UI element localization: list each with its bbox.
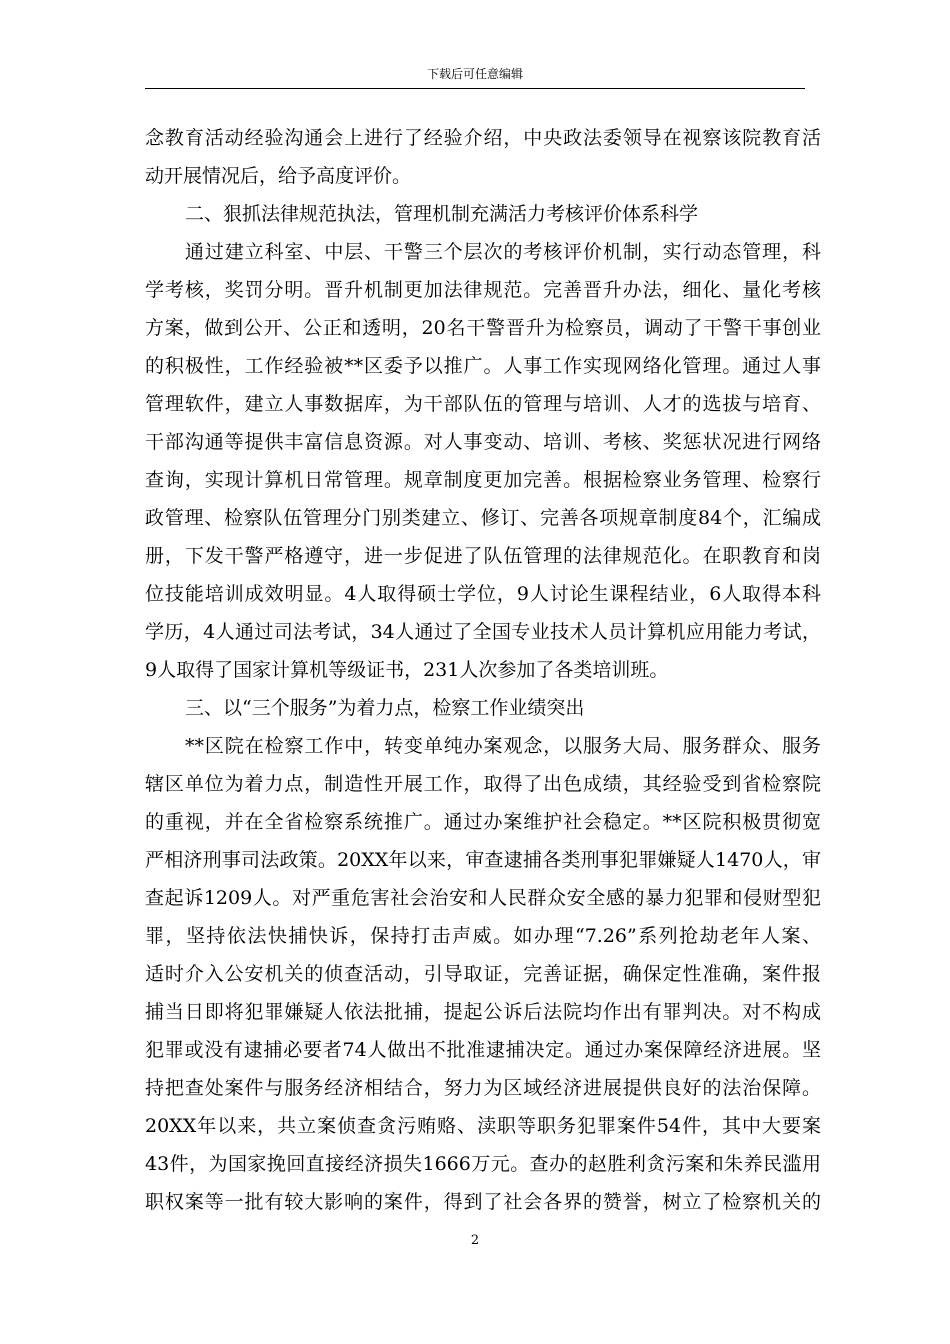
body-line: 方案，做到公开、公正和透明，20名干警晋升为检察员，调动了干警干事创业 [145,317,821,339]
body-line: 查起诉1209人。对严重危害社会治安和人民群众安全感的暴力犯罪和侵财型犯 [145,887,821,909]
body-line: 管理软件，建立人事数据库，为干部队伍的管理与培训、人才的选拔与培育、 [145,393,821,415]
body-line: 严相济刑事司法政策。20XX年以来，审查逮捕各类刑事犯罪嫌疑人1470人，审 [145,849,821,871]
body-line: 9人取得了国家计算机等级证书，231人次参加了各类培训班。 [145,659,669,681]
body-line: 适时介入公安机关的侦查活动，引导取证，完善证据，确保定性准确，案件报 [145,963,821,985]
body-line: 干部沟通等提供丰富信息资源。对人事变动、培训、考核、奖惩状况进行网络 [145,431,821,453]
section-heading: 三、以“三个服务”为着力点，检察工作业绩突出 [185,697,585,719]
body-line: 动开展情况后，给予高度评价。 [145,165,412,187]
body-line: **区院在检察工作中，转变单纯办案观念，以服务大局、服务群众、服务 [185,735,821,757]
body-line: 罪，坚持依法快捕快诉，保持打击声威。如办理“7.26”系列抢劫老年人案、 [145,925,821,947]
body-line: 查询，实现计算机日常管理。规章制度更加完善。根据检察业务管理、检察行 [145,469,821,491]
body-line: 政管理、检察队伍管理分门别类建立、修订、完善各项规章制度84个，汇编成 [145,507,821,529]
header-divider [145,88,805,89]
section-heading: 二、狠抓法律规范执法，管理机制充满活力考核评价体系科学 [185,203,699,225]
body-line: 学历，4人通过司法考试，34人通过了全国专业技术人员计算机应用能力考试， [145,621,821,643]
body-line: 念教育活动经验沟通会上进行了经验介绍，中央政法委领导在视察该院教育活 [145,127,821,149]
body-line: 20XX年以来，共立案侦查贪污贿赂、渎职等职务犯罪案件54件，其中大要案 [145,1115,821,1137]
body-line: 的积极性，工作经验被**区委予以推广。人事工作实现网络化管理。通过人事 [145,355,821,377]
body-line: 通过建立科室、中层、干警三个层次的考核评价机制，实行动态管理，科 [185,241,821,263]
body-line: 43件，为国家挽回直接经济损失1666万元。查办的赵胜利贪污案和朱养民滥用 [145,1153,821,1175]
page-header: 下载后可任意编辑 [426,67,523,81]
body-line: 学考核，奖罚分明。晋升机制更加法律规范。完善晋升办法，细化、量化考核 [145,279,821,301]
body-line: 持把查处案件与服务经济相结合，努力为区域经济进展提供良好的法治保障。 [145,1077,821,1099]
body-line: 位技能培训成效明显。4人取得硕士学位，9人讨论生课程结业，6人取得本科 [145,583,821,605]
body-line: 捕当日即将犯罪嫌疑人依法批捕，提起公诉后法院均作出有罪判决。对不构成 [145,1001,821,1023]
body-line: 辖区单位为着力点，制造性开展工作，取得了出色成绩，其经验受到省检察院 [145,773,821,795]
body-line: 犯罪或没有逮捕必要者74人做出不批准逮捕决定。通过办案保障经济进展。坚 [145,1039,821,1061]
page-number: 2 [470,1233,480,1248]
body-line: 职权案等一批有较大影响的案件，得到了社会各界的赞誉，树立了检察机关的 [145,1191,821,1213]
body-line: 的重视，并在全省检察系统推广。通过办案维护社会稳定。**区院积极贯彻宽 [145,811,821,833]
body-line: 册，下发干警严格遵守，进一步促进了队伍管理的法律规范化。在职教育和岗 [145,545,821,567]
